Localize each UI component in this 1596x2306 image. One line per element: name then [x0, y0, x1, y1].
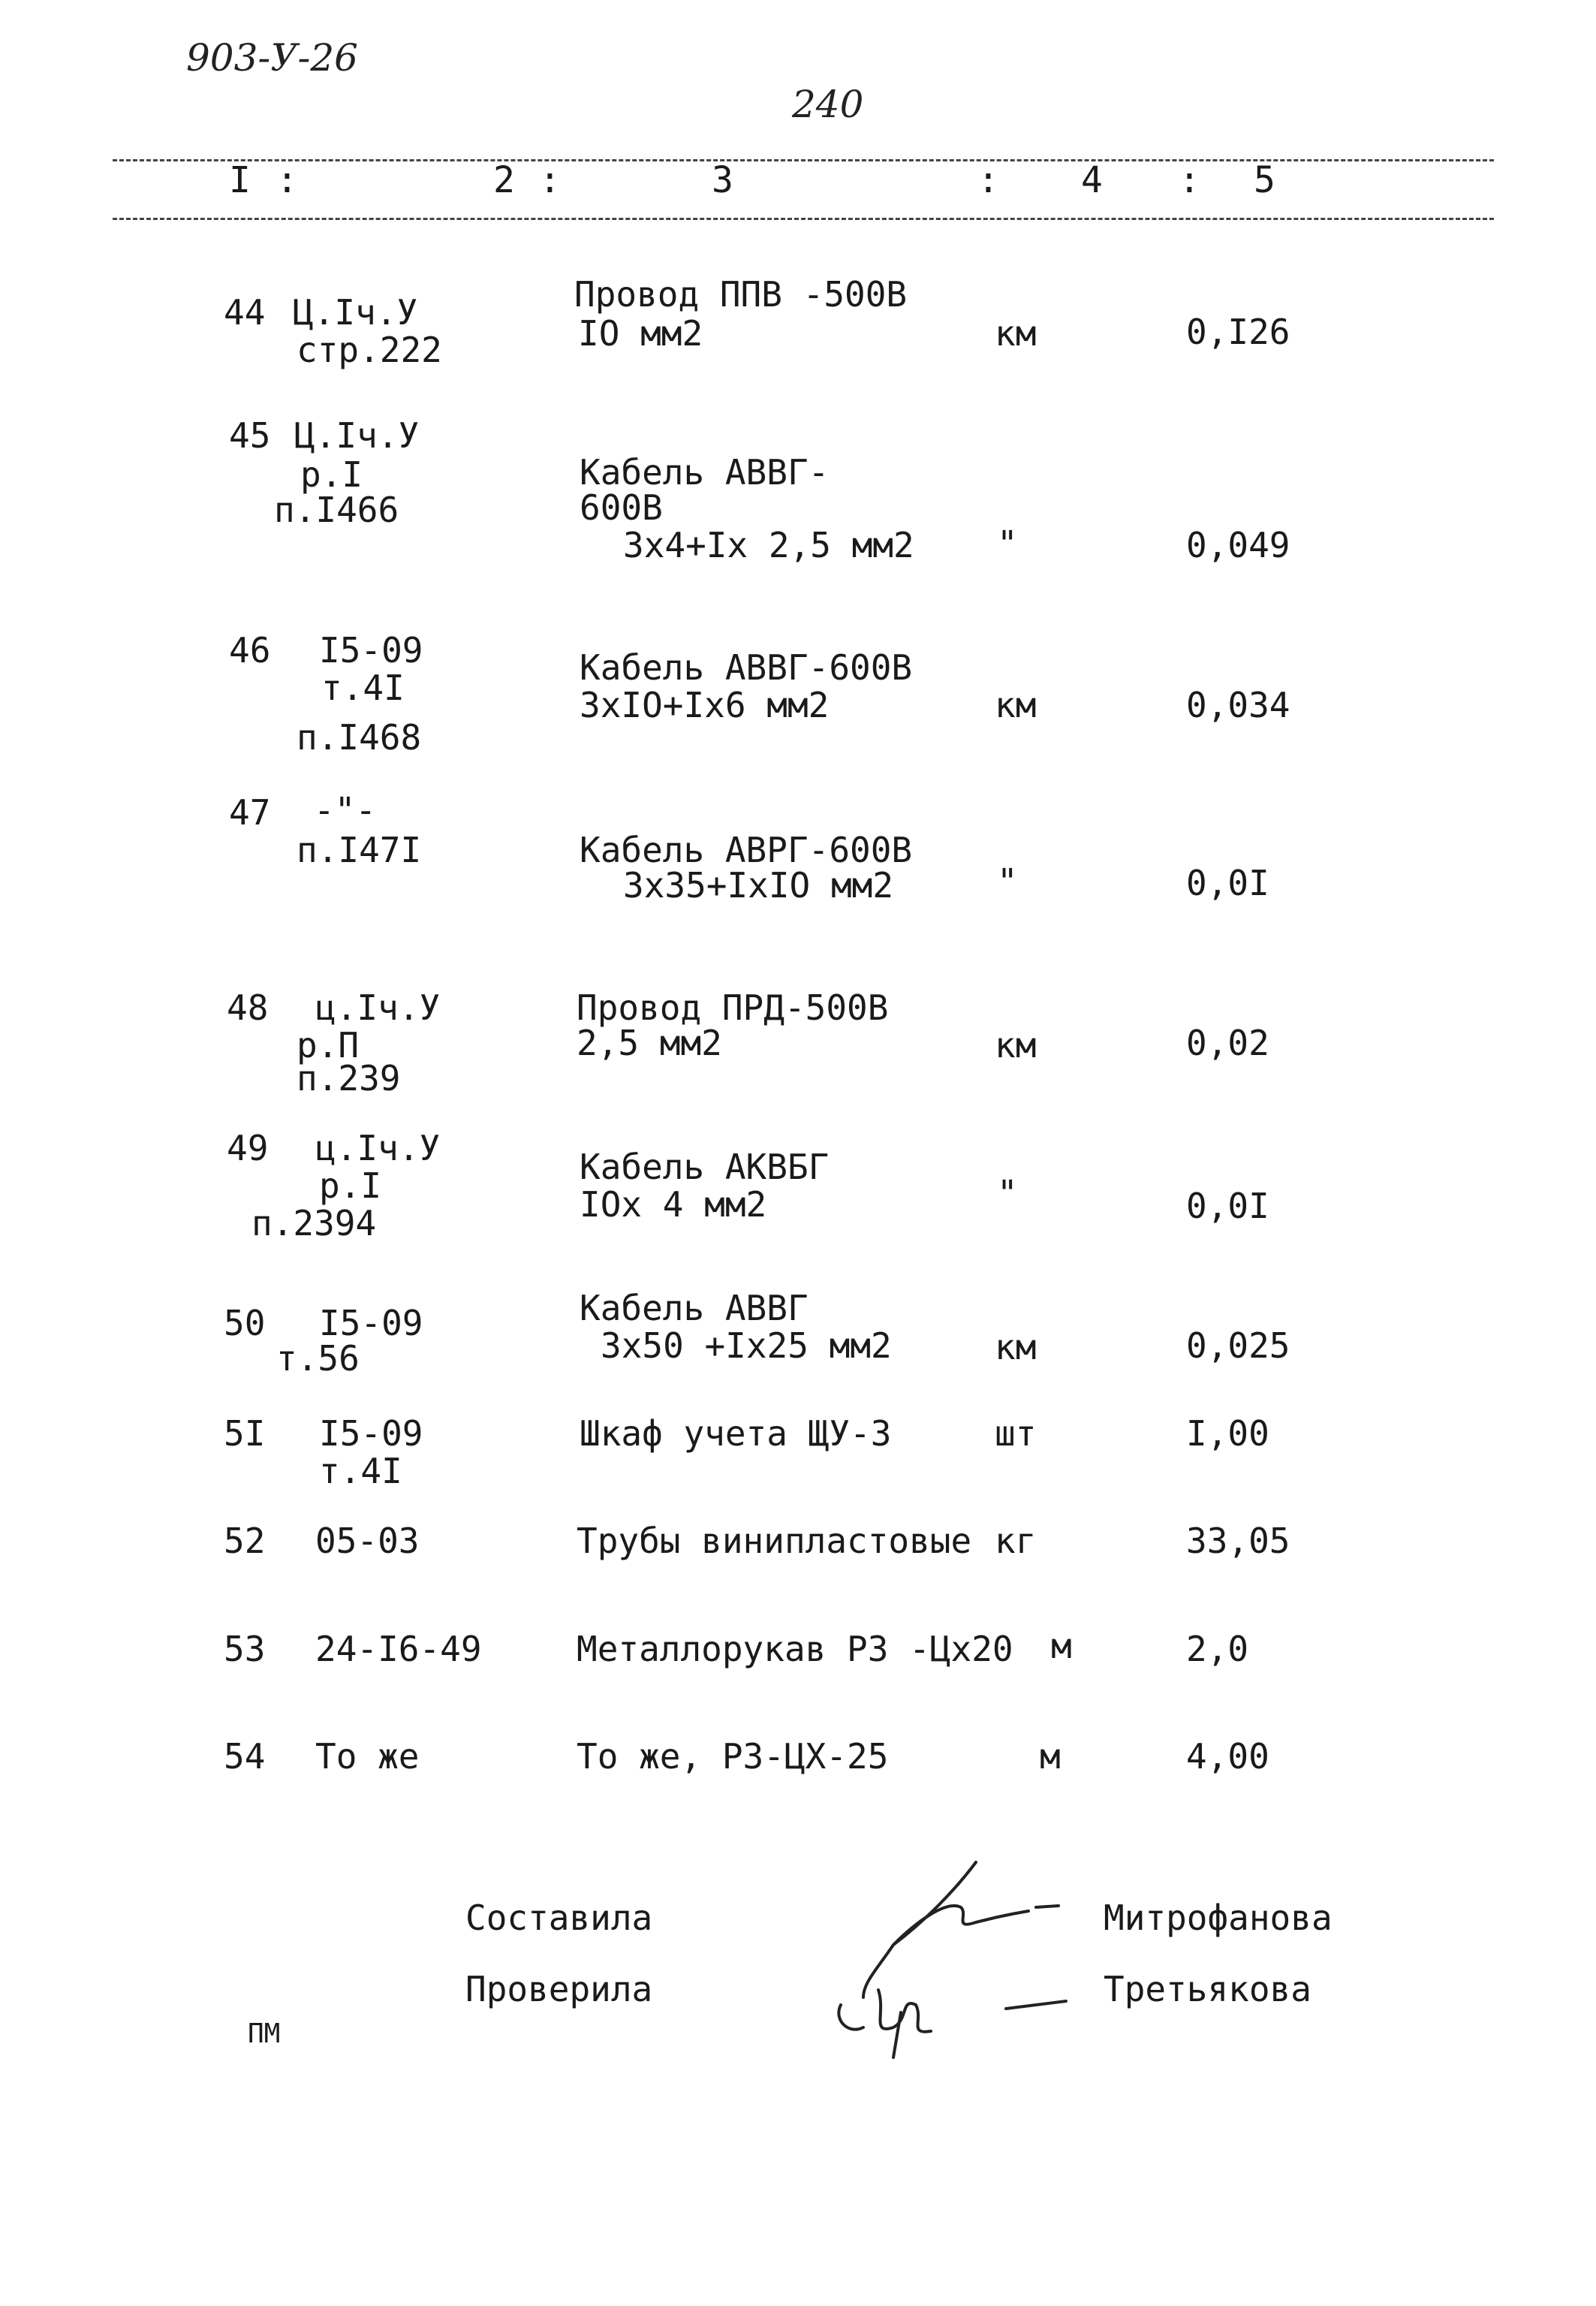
row-reference: р.I — [300, 454, 363, 495]
row-unit: м — [1040, 1736, 1061, 1777]
row-reference: I5-09 — [319, 1303, 423, 1343]
row-reference: ц.Iч.У — [315, 1128, 441, 1168]
row-reference: п.239 — [297, 1058, 401, 1099]
row-number: 44 — [224, 292, 266, 333]
row-reference: ц.Iч.У — [315, 987, 441, 1028]
col-separator: : — [539, 159, 561, 201]
row-reference: 05-03 — [315, 1521, 420, 1561]
row-reference: т.4I — [321, 668, 405, 708]
row-reference: т.56 — [276, 1338, 360, 1379]
row-description: Кабель АВРГ-600В — [580, 830, 913, 870]
row-reference: 24-I6-49 — [315, 1629, 482, 1669]
row-reference: I5-09 — [319, 630, 423, 671]
row-description: Трубы винипластовые — [577, 1521, 972, 1561]
handwritten-signature — [818, 1840, 1089, 2065]
compiled-label: Составила — [465, 1898, 653, 1938]
row-quantity: 0,034 — [1186, 685, 1290, 725]
col-5-header: 5 — [1254, 159, 1275, 201]
row-unit: км — [995, 313, 1037, 354]
row-unit: м — [1051, 1626, 1072, 1666]
row-description: Кабель АВВГ- — [580, 452, 830, 493]
document-code: 903-У-26 — [186, 36, 358, 80]
checked-label: Проверила — [465, 1969, 653, 2009]
col-separator: : — [977, 159, 999, 201]
row-quantity: I,00 — [1186, 1413, 1269, 1454]
row-unit: " — [997, 1173, 1018, 1213]
row-number: 48 — [227, 987, 269, 1028]
row-reference: стр.222 — [297, 330, 442, 370]
row-quantity: 0,0I — [1186, 1186, 1269, 1226]
row-quantity: 0,025 — [1186, 1325, 1290, 1366]
row-number: 52 — [224, 1521, 266, 1561]
row-unit: " — [997, 523, 1018, 564]
row-unit: км — [995, 1327, 1037, 1367]
row-reference: п.I466 — [274, 490, 399, 530]
row-number: 49 — [227, 1128, 269, 1168]
row-description: Кабель АВВГ-600В — [580, 647, 913, 688]
row-description: IO мм2 — [578, 313, 703, 354]
initials: ПМ — [248, 2018, 281, 2049]
row-number: 50 — [224, 1303, 266, 1343]
row-quantity: 0,02 — [1186, 1023, 1269, 1063]
row-description: Кабель АВВГ — [580, 1288, 809, 1328]
row-number: 54 — [224, 1736, 266, 1777]
row-description: Провод ППВ -500В — [574, 274, 908, 315]
row-description: 3х4+Iх 2,5 мм2 — [623, 525, 914, 565]
row-number: 5I — [224, 1413, 266, 1454]
row-quantity: 2,0 — [1186, 1629, 1249, 1669]
row-description: Провод ПРД-500В — [577, 987, 889, 1028]
row-unit: шт — [995, 1413, 1037, 1454]
row-number: 45 — [229, 415, 271, 456]
row-number: 46 — [229, 630, 271, 671]
row-unit: " — [997, 861, 1018, 902]
col-1-header: I — [229, 159, 251, 201]
col-separator: : — [1179, 159, 1200, 201]
row-reference: Ц.Iч.У — [293, 292, 418, 333]
row-quantity: 0,I26 — [1186, 312, 1290, 352]
row-quantity: 0,0I — [1186, 863, 1269, 903]
col-4-header: 4 — [1081, 159, 1103, 201]
row-reference: п.2394 — [251, 1203, 377, 1243]
row-quantity: 4,00 — [1186, 1736, 1269, 1777]
row-number: 53 — [224, 1629, 266, 1669]
row-description: 2,5 мм2 — [577, 1023, 722, 1063]
row-reference: р.I — [319, 1165, 382, 1206]
row-unit: км — [995, 1025, 1037, 1066]
row-description: 3х35+IхIO мм2 — [623, 865, 894, 906]
checked-name: Третьякова — [1104, 1969, 1311, 2009]
row-reference: -"- — [314, 790, 377, 830]
row-unit: кг — [995, 1521, 1037, 1561]
row-quantity: 33,05 — [1186, 1521, 1290, 1561]
header-bottom-rule — [113, 218, 1494, 220]
page-number: 240 — [792, 83, 864, 126]
row-unit: км — [995, 685, 1037, 725]
row-number: 47 — [229, 792, 271, 833]
row-quantity: 0,049 — [1186, 525, 1290, 565]
compiled-name: Митрофанова — [1104, 1898, 1333, 1938]
row-reference: п.I47I — [297, 830, 422, 870]
row-description: IOх 4 мм2 — [580, 1184, 767, 1225]
row-reference: То же — [315, 1736, 420, 1777]
header-top-rule — [113, 159, 1494, 161]
row-description: Шкаф учета ЩУ-3 — [580, 1413, 892, 1454]
col-separator: : — [276, 159, 298, 201]
row-reference: Ц.Iч.У — [294, 415, 420, 456]
row-reference: т.4I — [319, 1451, 402, 1491]
row-reference: р.П — [297, 1025, 360, 1066]
row-reference: I5-09 — [319, 1413, 423, 1454]
row-description: Кабель АКВБГ — [580, 1147, 830, 1187]
row-description: 600В — [580, 487, 663, 528]
row-description: То же, РЗ-ЦХ-25 — [577, 1736, 889, 1777]
row-description: 3х50 +Iх25 мм2 — [601, 1325, 892, 1366]
row-description: 3хIO+Iх6 мм2 — [580, 685, 830, 725]
col-3-header: 3 — [712, 159, 733, 201]
col-2-header: 2 — [493, 159, 515, 201]
row-description: Металлорукав РЗ -Цх20 — [577, 1629, 1013, 1669]
row-reference: п.I468 — [297, 717, 422, 758]
